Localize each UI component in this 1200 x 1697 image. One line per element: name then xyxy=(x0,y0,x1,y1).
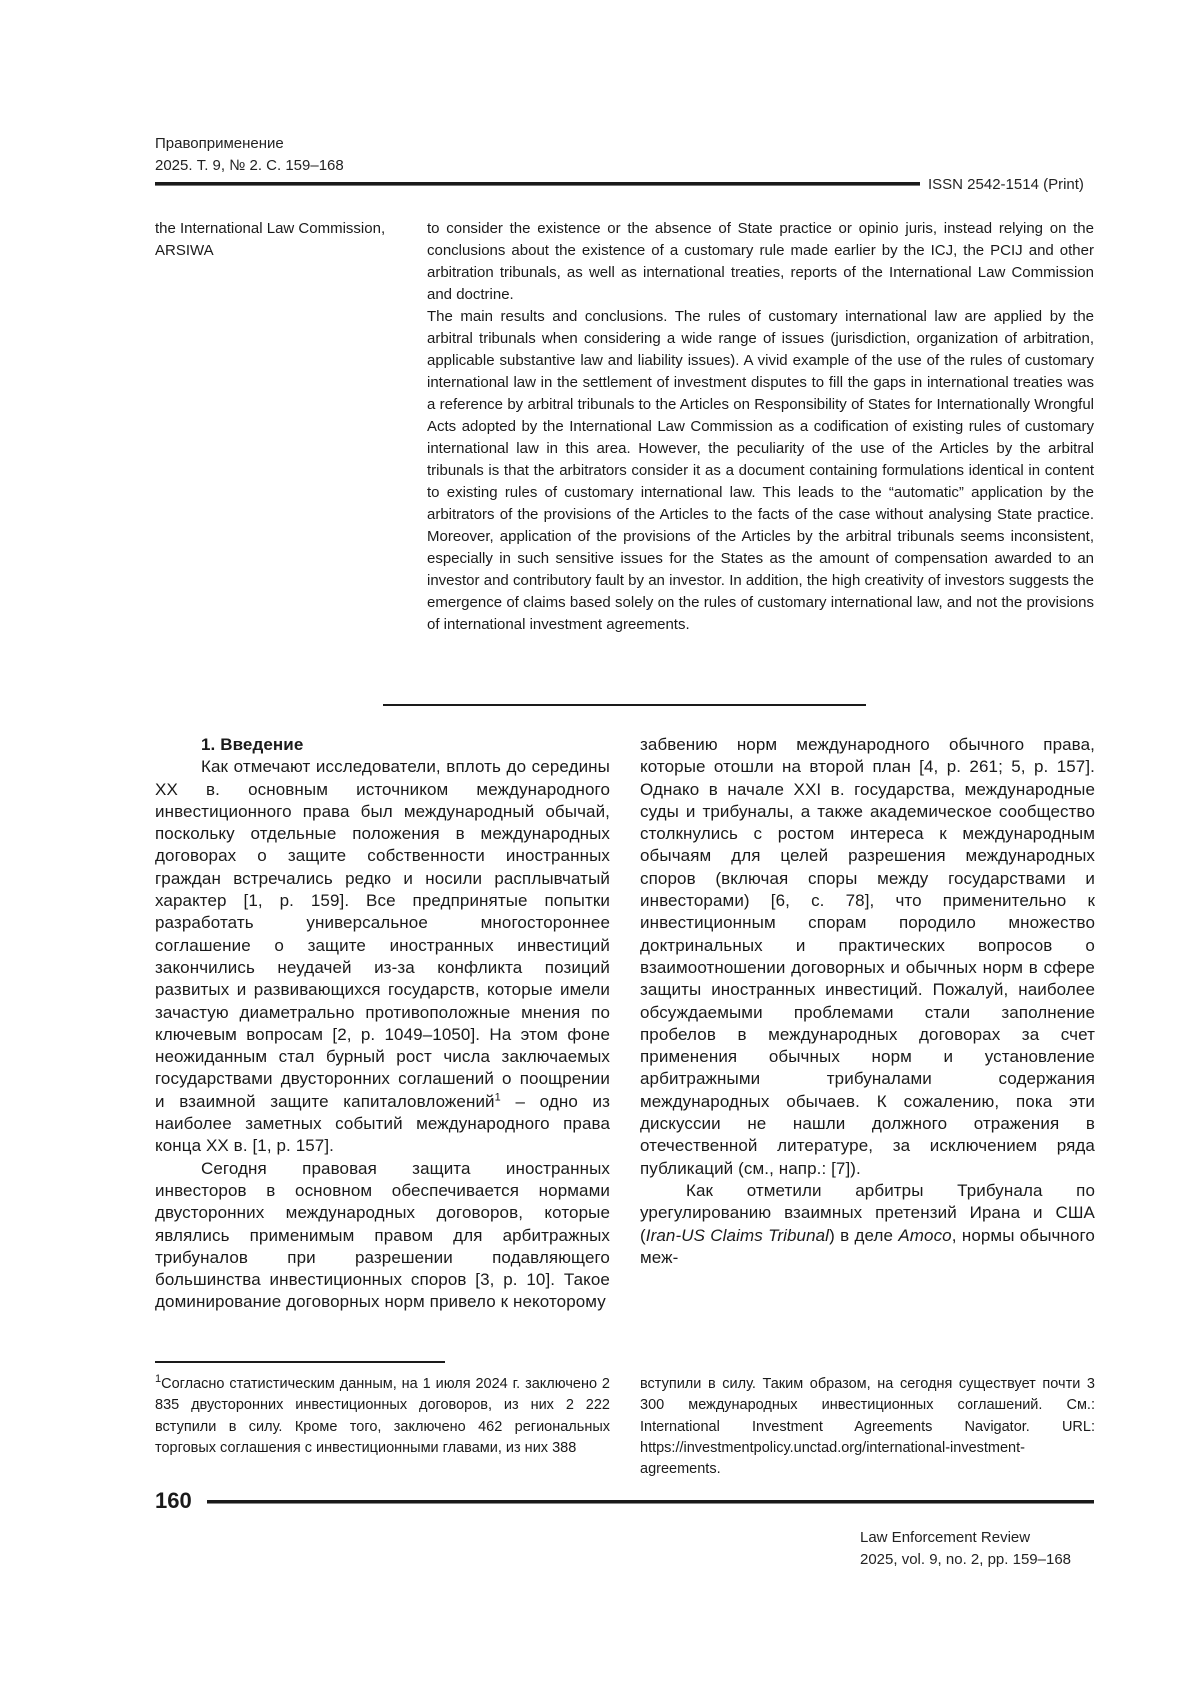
abstract-separator-rule xyxy=(383,704,866,706)
paragraph-text: , нормы обычного меж- xyxy=(640,1225,1095,1267)
footer-rule xyxy=(207,1500,1094,1504)
footnote-1 xyxy=(155,1374,610,1459)
body-paragraph-3 xyxy=(640,1180,1095,1269)
body-paragraph-2-cont: забвению норм международного обычного права, которые отошли на второй план [4, p. 261; 5, p. 157]. Однако в начале XXI в. государства, международные суды и трибуналы, а также академическое сообщество столкнулись с ростом интереса к международным обычаям для целей разрешения международных споров (включая споры между государствами и инвесторами) [6, с. 78], что применительно к инвестиционным спорам породило множество доктринальных и практических вопросов о взаимоотношении договорных и обычных норм в сфере защиты иностранных инвестиций. Пожалуй, наиболее обсуждаемыми проблемами стали заполнение пробелов в международных договорах за счет применения обычных норм и установление арбитражными трибуналами содержания международных обычаев. К сожалению, пока эти дискуссии не нашли должного отражения в отечественной литературе, за исключением ряда публикаций (см., напр.: [7]). xyxy=(640,735,1095,1178)
header-rule xyxy=(155,182,920,186)
footnote-1-cont: вступили в силу. Таким образом, на сегодня существует почти 3 300 международных инвестиционных соглашений. См.: International Investment Agreements Navigator. URL: https://investmentpolicy.unctad.org/international-investment-agreements. xyxy=(640,1376,1095,1478)
citation-ru: 2025. Т. 9, № 2. С. 159–168 xyxy=(155,157,344,174)
tribunal-name: Iran-US Claims Tribunal xyxy=(645,1225,830,1245)
keywords-line-2: ARSIWA xyxy=(155,242,214,259)
paragraph-text: ) в деле xyxy=(829,1225,899,1245)
footnote-column-left xyxy=(155,1374,610,1459)
body-paragraph-1 xyxy=(155,756,610,1157)
footnote-marker: 1 xyxy=(155,1373,162,1386)
keywords-line-1: the International Law Commission, xyxy=(155,220,386,237)
keywords-tail xyxy=(155,218,415,262)
running-footer-en xyxy=(860,1527,1071,1571)
body-column-right xyxy=(640,734,1095,1269)
journal-title-ru: Правоприменение xyxy=(155,135,284,152)
footnote-ref[interactable]: 1 xyxy=(494,1091,501,1104)
paragraph-text: Как отметили арбитры Трибунала по урегулированию взаимных претензий Ирана и США ( xyxy=(640,1180,1095,1245)
body-paragraph-2: Сегодня правовая защита иностранных инвесторов в основном обеспечивается нормами двусторонних международных договоров, которые являлись применимым правом для арбитражных трибуналов при разрешении подавляющего большинства инвестиционных споров [3, p. 10]. Такое доминирование договорных норм привело к некоторому xyxy=(155,1158,610,1312)
page-number: 160 xyxy=(155,1488,192,1513)
paragraph-text: Как отмечают исследователи, вплоть до середины XX в. основным источником международного инвестиционного права был международный обычай, поскольку отдельные положения в международных договорах о защите собственности иностранных граждан встречались редко и носили расплывчатый характер [1, p. 159]. Все предпринятые попытки разработать универсальное многостороннее соглашение о защите иностранных инвестиций закончились неудачей из-за конфликта позиций развитых и развивающихся государств, которые имели зачастую диаметрально противоположные мнения по ключевым вопросам [2, p. 1049–1050]. На этом фоне неожиданным стал бурный рост числа заключаемых государствами двусторонних соглашений о поощрении и взаимной защите капиталовложений xyxy=(155,757,610,1111)
section-title: 1. Введение xyxy=(201,735,304,754)
footnote-rule xyxy=(155,1361,445,1363)
footnote-column-right xyxy=(640,1374,1095,1480)
case-name: Amoco xyxy=(898,1225,952,1245)
footnote-text: Согласно статистическим данным, на 1 июля 2024 г. заключено 2 835 двусторонних инвестиционных договоров, из них 2 222 вступили в силу. Кроме того, заключено 462 региональных торговых соглашения с инвестиционными главами, из них 388 xyxy=(155,1376,610,1456)
abstract-en xyxy=(427,218,1094,636)
paragraph-text: – одно из наиболее заметных событий международного права конца XX в. [1, p. 157]. xyxy=(155,1091,610,1156)
body-column-left xyxy=(155,734,610,1314)
running-header-ru xyxy=(155,133,344,177)
issn: ISSN 2542-1514 (Print) xyxy=(928,176,1084,193)
abstract-results: The main results and conclusions. The rules of customary international law are applied by the arbitral tribunals when considering a wide range of issues (jurisdiction, organization of arbitration, applicable substantive law and liability issues). A vivid example of the use of the rules of customary international law in the settlement of investment disputes to fill the gaps in international treaties was a reference by arbitral tribunals to the Articles on Responsibility of States for Internationally Wrongful Acts adopted by the International Law Commission as a codification of existing rules of customary international law in this area. However, the peculiarity of the use of the Articles by the arbitral tribunals is that the arbitrators consider it as a document containing formulations identical in content to existing rules of customary international law. This leads to the “automatic” application by the arbitrators of the provisions of the Articles to the facts of the case without analysing State practice. Moreover, application of the provisions of the Articles by the arbitral tribunals seems inconsistent, especially in such sensitive issues for the States as the amount of compensation awarded to an investor and contributory fault by an investor. In addition, the high creativity of investors suggests the emergence of claims based solely on the rules of customary international law, and not the provisions of international investment agreements. xyxy=(427,308,1094,633)
citation-en: 2025, vol. 9, no. 2, pp. 159–168 xyxy=(860,1551,1072,1568)
abstract-methods-tail: to consider the existence or the absence of State practice or opinio juris, instead relying on the conclusions about the existence of a customary rule made earlier by the ICJ, the PCIJ and other arbitration tribunals, as well as international treaties, reports of the International Law Commission and doctrine. xyxy=(427,220,1094,303)
journal-title-en: Law Enforcement Review xyxy=(860,1529,1031,1546)
